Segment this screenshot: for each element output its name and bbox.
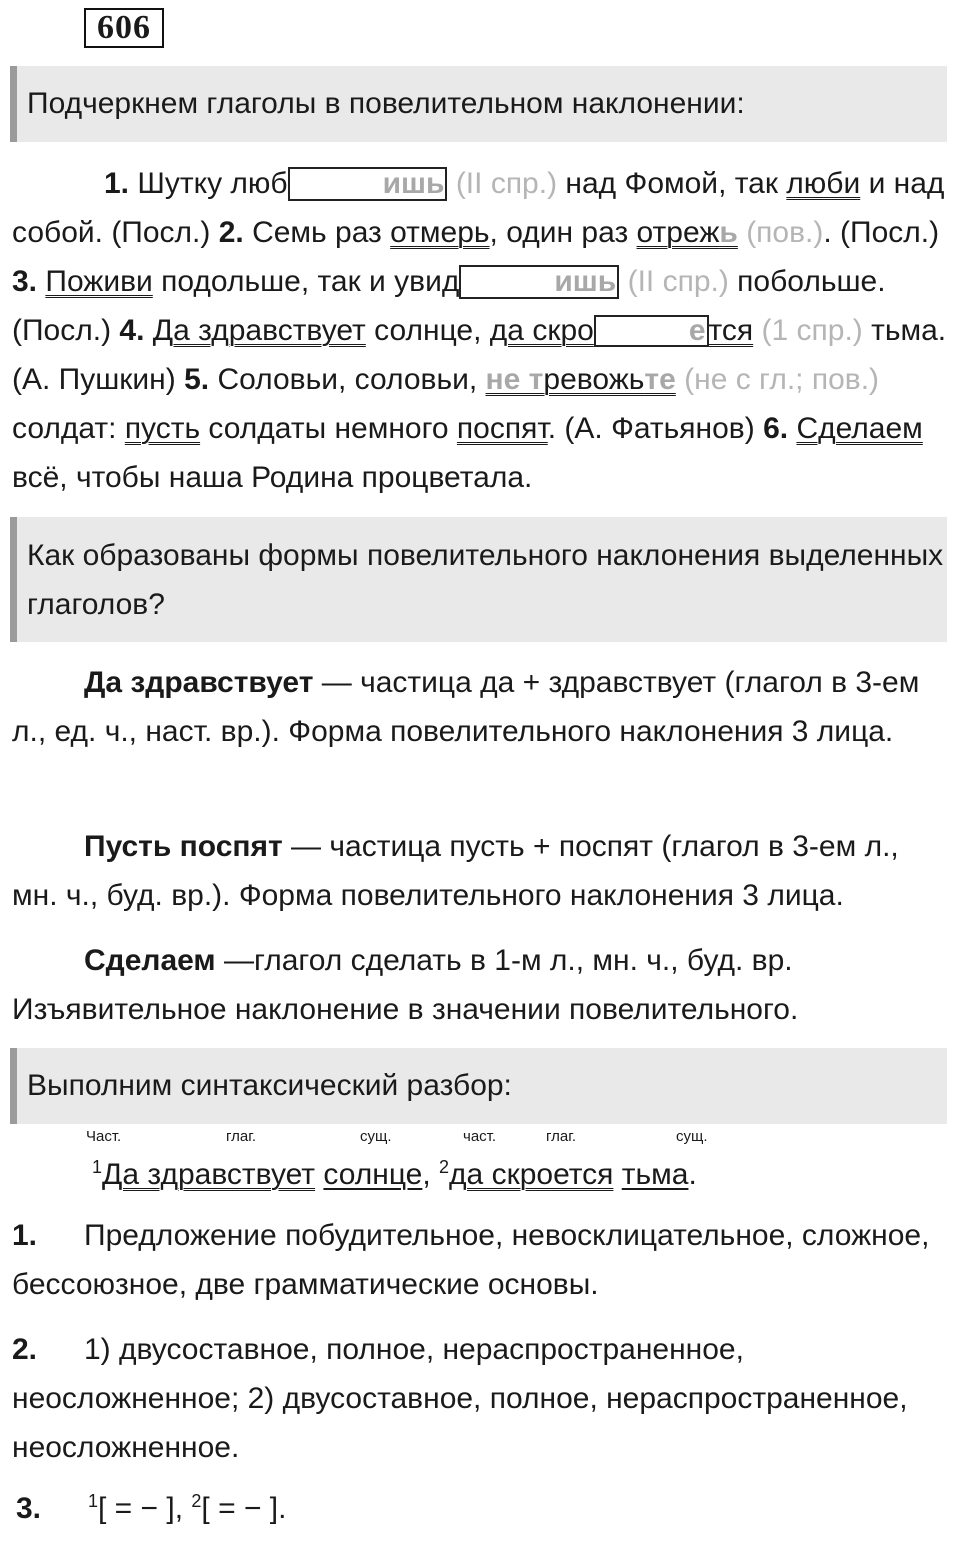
explanation-2: Пусть поспят — частица пусть + поспят (глагол в 3-ем л., мн. ч., буд. вр.). Форма повелительного наклонения 3 лица. [12, 830, 899, 912]
mood-note: (не с гл.; пов.) [675, 363, 880, 396]
predicate-underline: пусть [124, 412, 201, 445]
ending-box: е [594, 315, 709, 347]
task-number: 606 [84, 8, 164, 48]
explanation-term: Сделаем [84, 944, 216, 977]
sentence-number: 6. [763, 412, 789, 445]
predicate-underline: да скро е тся [489, 314, 754, 347]
predicate-underline: не тревожьте [485, 363, 676, 396]
conjugation-note: (II спр.) [619, 265, 729, 298]
section-header-formation [10, 517, 947, 642]
predicate-underline: отрежь [636, 216, 738, 249]
section-title: Выполним синтаксический разбор: [27, 1069, 512, 1102]
section-title: Подчеркнем глаголы в повелительном наклонении: [27, 87, 745, 120]
list-item: 2. 1) двусоставное, полное, нераспространенное, неосложненное; 2) двусоставное, полное, нераспространенное, неосложненное. [12, 1333, 908, 1464]
list-item: 1. Предложение побудительное, невосклицательное, сложное, бессоюзное, две грамматические основы. [12, 1219, 930, 1301]
predicate-underline: люби [786, 167, 861, 200]
section-title: Как образованы формы повелительного наклонения выделенных глаголов? [27, 539, 944, 621]
section-header-underline [10, 66, 947, 142]
ending-box: ишь [288, 167, 448, 201]
ending-box: ишь [459, 265, 619, 299]
mood-note: (пов.) [737, 216, 824, 249]
sentence-number: 1. [104, 167, 130, 200]
predicate-underline: отмерь [390, 216, 490, 249]
predicate-underline: да скроется [449, 1158, 614, 1191]
sentence-number: 2. [218, 216, 244, 249]
conjugation-note: (II спр.) [447, 167, 558, 200]
part-of-speech-labels [0, 1128, 960, 1148]
predicate-underline: Поживи [45, 265, 153, 298]
subject-underline: солнце [323, 1158, 423, 1191]
predicate-underline: Сделаем [796, 412, 923, 445]
exercise-text: 1. Шутку люб ишь (II спр.) над Фомой, так люби и над собой. (Посл.) 2. Семь раз отмерь, один раз отрежь (пов.). (Посл.) 3. Поживи подольше, так и увид ишь (II спр.) побольше. (Посл.) 4. Да здравствует солнце, да скро е тся (1 спр.) тьма. (А. Пушкин) 5. Соловьи, соловьи, не тревожьте (не с гл.; пов.) солдат: пусть солдаты немного поспят. (А. Фатьянов) 6. Сделаем всё, чтобы наша Родина процветала. [12, 167, 947, 494]
section-header-syntax [10, 1048, 947, 1124]
predicate-underline: Да здравствует [152, 314, 366, 347]
pos-label: глаг. [546, 1128, 577, 1145]
sentence-number: 5. [184, 363, 210, 396]
explanation-term: Пусть поспят [84, 830, 283, 863]
explanation-1: Да здравствует — частица да + здравствует (глагол в 3-ем л., ед. ч., наст. вр.). Форма повелительного наклонения 3 лица. [12, 666, 920, 748]
conjugation-note: (1 спр.) [753, 314, 863, 347]
pos-label: част. [463, 1128, 497, 1145]
parsed-sentence: $^1$Да здравствует солнце, $^2$да скроется тьма. [92, 1157, 697, 1191]
pos-label: сущ. [360, 1128, 392, 1145]
scheme-row: 3. $^1$[ = − ], $^2$[ = − ]. [16, 1491, 287, 1525]
pos-label: глаг. [226, 1128, 257, 1145]
sentence-scheme: [ = − ]. [201, 1492, 287, 1525]
subject-underline: тьма [621, 1158, 689, 1191]
pos-label: сущ. [676, 1128, 708, 1145]
sentence-number: 3. [12, 265, 38, 298]
sentence-number: 4. [119, 314, 145, 347]
predicate-underline: поспят [456, 412, 548, 445]
explanation-3: Сделаем —глагол сделать в 1-м л., мн. ч., буд. вр. Изъявительное наклонение в значении повелительного. [12, 944, 799, 1026]
predicate-underline: Да здравствует [102, 1158, 316, 1191]
explanation-term: Да здравствует [84, 666, 314, 699]
sentence-scheme: [ = − ], [98, 1492, 192, 1525]
pos-label: Част. [86, 1128, 122, 1145]
